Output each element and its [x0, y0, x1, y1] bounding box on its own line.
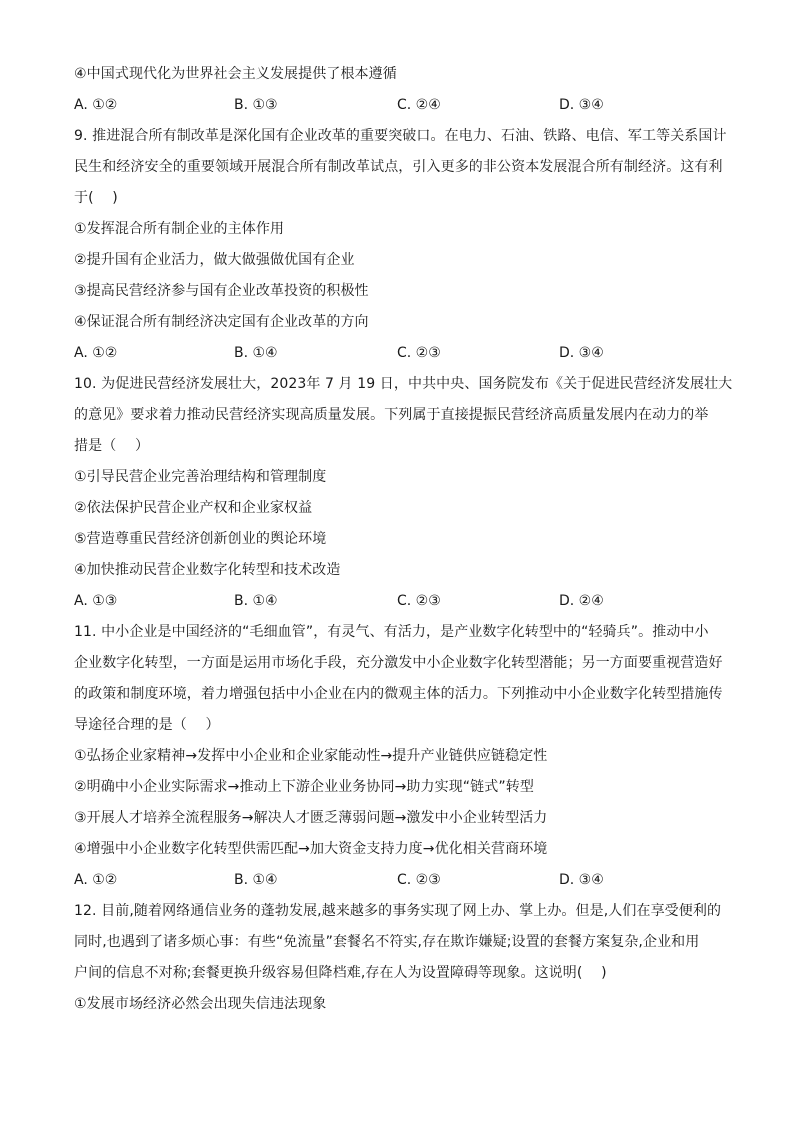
q11-item-3: ③开展人才培养全流程服务→解决人才匮乏薄弱问题→激发中小企业转型活力	[74, 810, 548, 826]
q11-options	[74, 870, 724, 901]
q8-option-c[interactable]: C. ②④	[397, 97, 441, 113]
q8-option-b[interactable]: B. ①③	[234, 97, 278, 113]
q8-option-a[interactable]: A. ①②	[74, 97, 118, 113]
q11-item-1: ①弘扬企业家精神→发挥中小企业和企业家能动性→提升产业链供应链稳定性	[74, 748, 548, 764]
q9-item-3: ③提高民营经济参与国有企业改革投资的积极性	[74, 283, 369, 299]
q9-option-a[interactable]: A. ①②	[74, 345, 118, 361]
q8-option-d[interactable]: D. ③④	[559, 97, 604, 113]
q10-option-b[interactable]: B. ①④	[234, 593, 278, 609]
q8-options	[74, 95, 724, 126]
q9-item-1: ①发挥混合所有制企业的主体作用	[74, 221, 285, 237]
q10-item-4: ④加快推动民营企业数字化转型和技术改造	[74, 562, 341, 578]
q12-item-1: ①发展市场经济必然会出现失信违法现象	[74, 996, 327, 1012]
q10-item-3: ⑤营造尊重民营经济创新创业的舆论环境	[74, 531, 327, 547]
q11-option-c[interactable]: C. ②③	[397, 872, 441, 888]
q8-item-4: ④中国式现代化为世界社会主义发展提供了根本遵循	[74, 66, 397, 82]
q11-option-d[interactable]: D. ③④	[559, 872, 604, 888]
q10-option-c[interactable]: C. ②③	[397, 593, 441, 609]
exam-page	[74, 64, 733, 1025]
q11-item-2: ②明确中小企业实际需求→推动上下游企业业务协同→助力实现“链式”转型	[74, 779, 534, 795]
q9-stem-line-1: 9. 推进混合所有制改革是深化国有企业改革的重要突破口。在电力、石油、铁路、电信、军工等关系国计	[74, 128, 727, 144]
q10-stem-line-3: 措是（ ）	[74, 438, 150, 454]
q12-stem-line-1: 12. 目前,随着网络通信业务的蓬勃发展,越来越多的事务实现了网上办、掌上办。但是,人们在享受便利的	[74, 903, 722, 919]
q10-option-d[interactable]: D. ②④	[559, 593, 604, 609]
q10-stem-line-1: 10. 为促进民营经济发展壮大，2023年 7 月 19 日，中共中央、国务院发布《关于促进民营经济发展壮大	[74, 376, 733, 392]
q9-option-b[interactable]: B. ①④	[234, 345, 278, 361]
q9-option-c[interactable]: C. ②③	[397, 345, 441, 361]
q12-stem-line-3: 户间的信息不对称;套餐更换升级容易但降档难,存在人为设置障碍等现象。这说明( )	[74, 965, 607, 981]
q11-stem-line-3: 的政策和制度环境，着力增强包括中小企业在内的微观主体的活力。下列推动中小企业数字化转型措施传	[74, 686, 723, 702]
q9-options	[74, 343, 724, 374]
q12-stem-line-2: 同时,也遇到了诸多烦心事：有些“免流量”套餐名不符实,存在欺诈嫌疑;设置的套餐方案复杂,企业和用	[74, 934, 700, 950]
q10-option-a[interactable]: A. ①③	[74, 593, 118, 609]
q11-option-b[interactable]: B. ①④	[234, 872, 278, 888]
q10-item-2: ②依法保护民营企业产权和企业家权益	[74, 500, 313, 516]
q11-item-4: ④增强中小企业数字化转型供需匹配→加大资金支持力度→优化相关营商环境	[74, 841, 548, 857]
q9-item-2: ②提升国有企业活力，做大做强做优国有企业	[74, 252, 355, 268]
q9-stem-line-2: 民生和经济安全的重要领域开展混合所有制改革试点，引入更多的非公资本发展混合所有制经济。这有利	[74, 159, 723, 175]
q11-option-a[interactable]: A. ①②	[74, 872, 118, 888]
q11-stem-line-4: 导途径合理的是（ ）	[74, 717, 220, 733]
q11-stem-line-2: 企业数字化转型，一方面是运用市场化手段，充分激发中小企业数字化转型潜能；另一方面要重视营造好	[74, 655, 723, 671]
q10-item-1: ①引导民营企业完善治理结构和管理制度	[74, 469, 327, 485]
q10-options	[74, 591, 724, 622]
q9-stem-line-3: 于( )	[74, 190, 118, 206]
q10-stem-line-2: 的意见》要求着力推动民营经济实现高质量发展。下列属于直接提振民营经济高质量发展内在动力的举	[74, 407, 709, 423]
q11-stem-line-1: 11. 中小企业是中国经济的“毛细血管”，有灵气、有活力，是产业数字化转型中的“轻骑兵”。推动中小	[74, 624, 709, 640]
q9-option-d[interactable]: D. ③④	[559, 345, 604, 361]
q9-item-4: ④保证混合所有制经济决定国有企业改革的方向	[74, 314, 369, 330]
